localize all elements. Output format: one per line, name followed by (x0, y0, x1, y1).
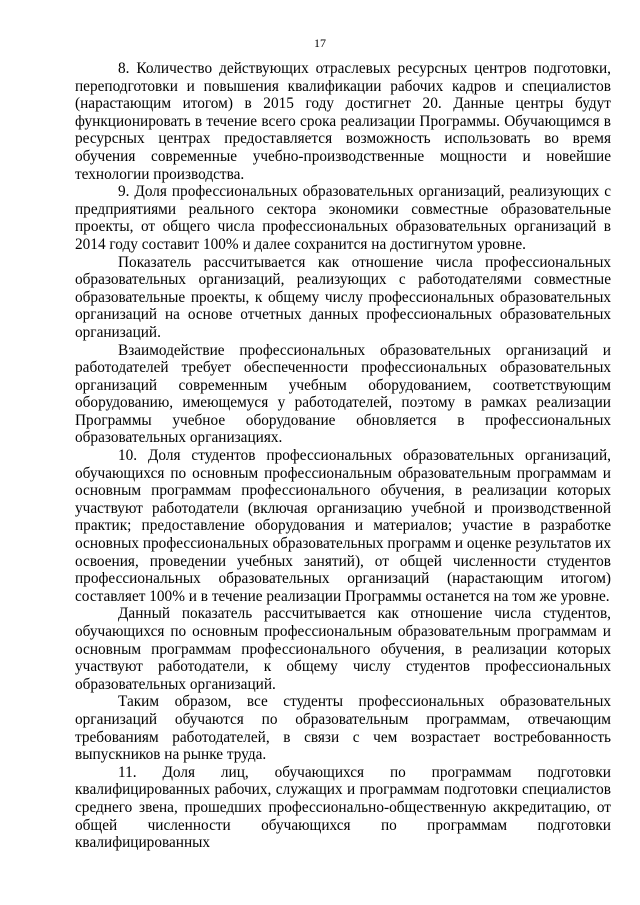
paragraph-item-8: 8. Количество действующих отраслевых ресурсных центров подготовки, переподготовки и повышения квалификации рабочих кадров и специалистов (нарастающим итогом) в 2015 году достигнет 20. Данные центры будут функционировать в течение всего срока реализации Программы. Обучающимся в ресурсных центрах предоставляется возможность использовать во время обучения современные учебно-производственные мощности и новейшие технологии производства. (75, 60, 611, 183)
paragraph-item-9: 9. Доля профессиональных образовательных организаций, реализующих с предприятиями реального сектора экономики совместные образовательные проекты, от общего числа профессиональных образовательных организаций в 2014 году составит 100% и далее сохранится на достигнутом уровне. (75, 183, 611, 253)
paragraph-conclusion: Таким образом, все студенты профессиональных образовательных организаций обучаются по образовательным программам, отвечающим требованиям работодателей, в связи с чем возрастает востребованность выпускников на рынке труда. (75, 693, 611, 764)
paragraph-employer-interaction: Взаимодействие профессиональных образовательных организаций и работодателей требует обеспеченности профессиональных образовательных организаций современным учебным оборудованием, соответствующим оборудованию, имеющемуся у работодателей, поэтому в рамках реализации Программы учебное оборудование обновляется в профессиональных образовательных организациях. (75, 341, 611, 447)
paragraph-item-10: 10. Доля студентов профессиональных образовательных организаций, обучающихся по основным профессиональным образовательным программам и основным программам профессионального обучения, в реализации которых участвуют работодатели (включая организацию учебной и производственной практик; предоставление оборудования и материалов; участие в разработке основных профессиональных образовательных программ и оценке результатов их освоения, проведении учебных занятий), от общей численности студентов профессиональных образовательных организаций (нарастающим итогом) составляет 100% и в течение реализации Программы останется на том же уровне. (75, 447, 611, 605)
paragraph-indicator-calculation: Показатель рассчитывается как отношение числа профессиональных образовательных организаций, реализующих с работодателями совместные образовательные проекты, к общему числу профессиональных образовательных организаций на основе отчетных данных профессиональных образовательных организаций. (75, 253, 611, 341)
document-body (75, 60, 611, 852)
page-number: 17 (314, 36, 326, 50)
paragraph-indicator-10-calculation: Данный показатель рассчитывается как отношение числа студентов, обучающихся по основным профессиональным образовательным программам и основным программам профессионального обучения, в реализации которых участвуют работодатели, к общему числу студентов профессиональных образовательных организаций. (75, 605, 611, 693)
paragraph-item-11: 11. Доля лиц, обучающихся по программам подготовки квалифицированных рабочих, служащих и программам подготовки специалистов среднего звена, прошедших профессионально-общественную аккредитацию, от общей численности обучающихся по программам подготовки квалифицированных (75, 763, 611, 852)
